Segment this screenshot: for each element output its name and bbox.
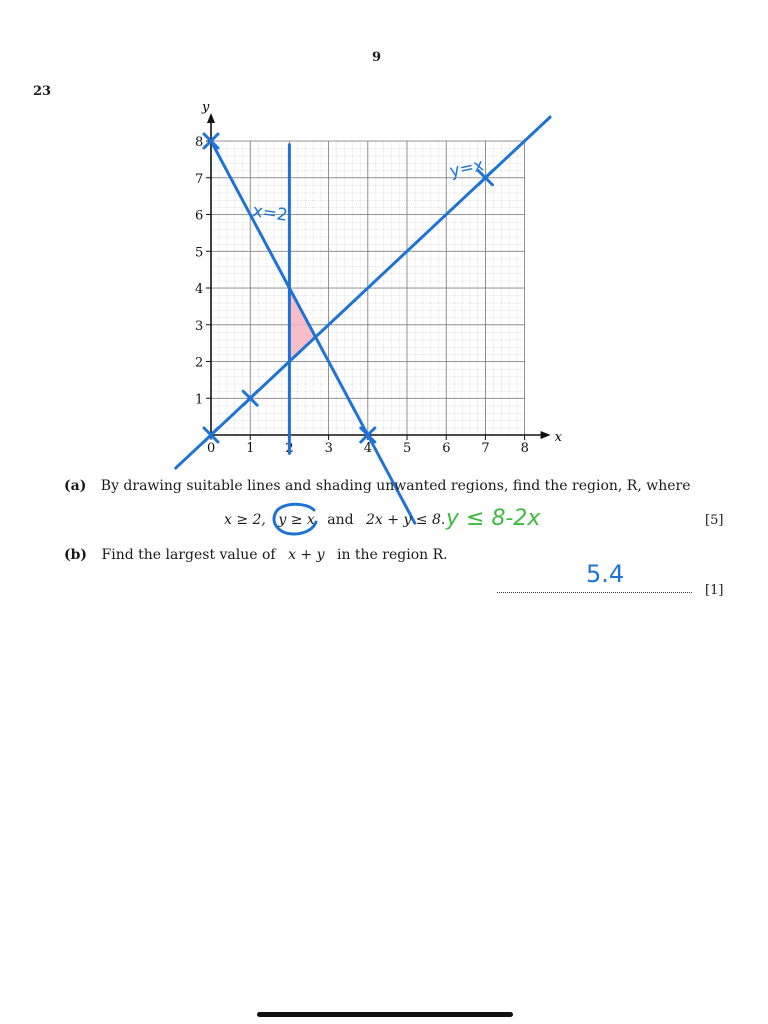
handwritten-label-x-equals-2: x=2	[251, 201, 289, 226]
y-axis-label: y	[202, 100, 210, 115]
part-b-suffix: in the region R.	[336, 547, 448, 563]
handwritten-note-y-le-8-minus-2x: y ≤ 8-2x	[446, 506, 541, 531]
part-b-label: (b)	[64, 547, 88, 563]
x-tick-label-1: 1	[246, 441, 255, 456]
x-tick-label-3: 3	[324, 441, 333, 456]
part-a-inequalities	[224, 512, 445, 528]
y-tick-label-6: 6	[195, 208, 204, 224]
x-tick-label-6: 6	[442, 441, 451, 456]
y-tick-label-2: 2	[195, 355, 204, 371]
part-b-expression: x + y	[288, 547, 325, 563]
x-tick-label-8: 8	[520, 441, 529, 456]
part-a-marks: [5]	[705, 513, 724, 528]
handwritten-label-y-equals-x: y=x	[447, 155, 486, 182]
x-tick-label-4: 4	[363, 441, 373, 456]
page-number: 9	[372, 50, 382, 65]
y-tick-label-8: 8	[195, 135, 204, 150]
part-a-prompt	[64, 478, 691, 494]
y-tick-label-1: 1	[195, 392, 204, 408]
home-indicator[interactable]	[257, 1012, 513, 1017]
x-tick-label-0: 0	[207, 441, 216, 456]
x-axis-label: x	[554, 430, 562, 445]
y-tick-label-7: 7	[195, 171, 204, 187]
x-tick-label-2: 2	[285, 441, 294, 456]
part-b-prompt	[64, 547, 448, 563]
question-number: 23	[33, 84, 52, 99]
y-tick-label-3: 3	[195, 318, 204, 334]
inequality-2x-plus-y-le-8: 2x + y ≤ 8.	[366, 512, 446, 528]
inequality-conjunction: and	[327, 512, 354, 528]
part-a-label: (a)	[64, 478, 87, 494]
x-tick-label-5: 5	[403, 441, 412, 456]
answer-line[interactable]	[497, 592, 692, 593]
part-b-marks: [1]	[705, 583, 724, 598]
inequality-x-ge-2: x ≥ 2,	[224, 512, 266, 528]
handwritten-answer: 5.4	[586, 560, 625, 588]
x-tick-label-7: 7	[481, 441, 490, 456]
y-tick-label-4: 4	[195, 282, 204, 297]
handwritten-circle	[268, 500, 320, 540]
part-a-text: By drawing suitable lines and shading unwanted regions, find the region, R, where	[100, 478, 691, 494]
y-tick-label-5: 5	[195, 245, 204, 261]
inequality-y-ge-x: y ≥ x	[278, 512, 315, 528]
x-axis-arrow-icon	[541, 431, 551, 439]
part-b-text: Find the largest value of	[101, 547, 276, 563]
